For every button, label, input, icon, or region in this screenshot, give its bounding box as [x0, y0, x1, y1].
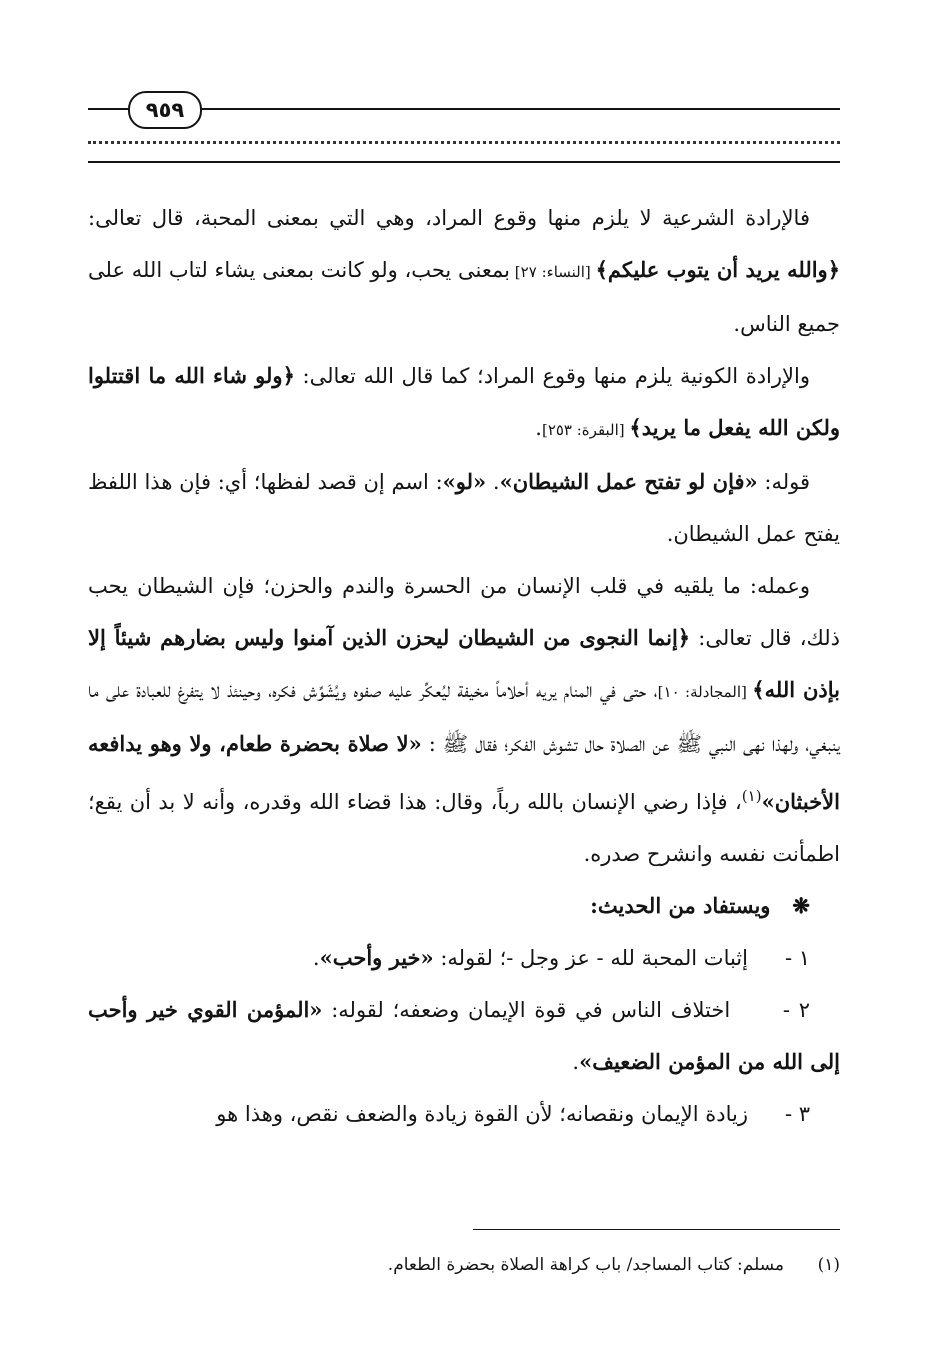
hadith-quote: «خير وأحب» [319, 945, 434, 970]
paragraph-text: وعمله: ما يلقيه في قلب الإنسان من الحسرة والندم والحزن؛ فإن الشيطان يحب ذلك، قال تعالى: [88, 574, 840, 650]
main-text [88, 192, 840, 1140]
paragraph-text: . [486, 470, 500, 494]
hadith-quote: «المؤمن القوي خير وأحب إلى الله من المؤمن الضعيف» [88, 997, 840, 1074]
hadith-quote: «لا صلاة بحضرة طعام، ولا وهو يدافعه الأخبثان» [88, 731, 840, 814]
header-dotted-rule [88, 141, 840, 144]
paragraph-text: قوله: [757, 470, 810, 494]
item-text [88, 932, 748, 984]
item-text [88, 1088, 748, 1140]
paragraph-legal-will [88, 192, 840, 350]
verse-reference: [المجادلة: ١٠] [657, 683, 753, 701]
footnote-marker: (١) [741, 787, 762, 805]
verse-reference: [البقرة: ٢٥٣] [541, 421, 630, 439]
verse-reference: [النساء: ٢٧] [509, 263, 596, 281]
item-plain-text: اختلاف الناس في قوة الإيمان وضعفه؛ لقوله: [322, 998, 731, 1022]
header-bottom-rule [88, 161, 840, 163]
quran-verse: ﴿إنما النجوى من الشيطان ليحزن الذين آمنوا وليس بضارهم شيئاً إلا بإذن الله﴾ [88, 625, 840, 702]
footnote [88, 1250, 840, 1280]
paragraph-text: : اسم إن قصد لفظها؛ أي: فإن هذا اللفظ يفتح عمل الشيطان. [88, 470, 840, 546]
item-number: ٣ - [784, 1102, 810, 1126]
footnote-number: (١) [817, 1255, 840, 1275]
page-number: ٩٥٩ [128, 91, 202, 129]
benefit-item [88, 1088, 840, 1140]
paragraph-text: بمعنى يحب، ولو كانت بمعنى يشاء لتاب الله على جميع الناس. [88, 258, 840, 336]
item-number: ١ - [784, 946, 810, 970]
item-plain-text: . [572, 1050, 580, 1074]
page-header [88, 84, 840, 174]
paragraph-satan-work [88, 560, 840, 880]
footnote-separator [473, 1229, 840, 1230]
heading-text: ويستفاد من الحديث: [590, 893, 771, 918]
item-plain-text: زيادة الإيمان ونقصانه؛ لأن القوة زيادة والضعف نقص، وهذا هو [216, 1102, 748, 1126]
benefit-item [88, 984, 840, 1088]
paragraph-text: . [535, 416, 542, 440]
paragraph-cosmic-will [88, 350, 840, 456]
paragraph-text: فالإرادة الشرعية لا يلزم منها وقوع المراد، وهي التي بمعنى المحبة، قال تعالى: [88, 206, 810, 230]
quran-verse: ﴿والله يريد أن يتوب عليكم﴾ [595, 257, 841, 282]
hadith-quote: «لو» [442, 469, 487, 494]
paragraph-his-saying [88, 456, 840, 560]
benefits-heading [88, 880, 840, 932]
paragraph-text: والإرادة الكونية يلزم منها وقوع المراد؛ كما قال الله تعالى: [294, 364, 810, 388]
paragraph-text: ، حتى في المنام يريه أحلاماً مخيفة ليُعكِّر عليه صفوه ويُشَوِّش فكره، وحينئذ لا يتفرغ للعبادة على ما ينبغي، ولهذا نهى النبي ﷺ عن الصلاة حال تشوش الفكر؛ فقال ﷺ : [88, 678, 840, 756]
paragraph-text: ، فإذا رضي الإنسان بالله رباً، وقال: هذا قضاء الله وقدره، وأنه لا بد أن يقع؛ اطمأنت نفسه وانشرح صدره. [88, 790, 840, 866]
footnote-text: مسلم: كتاب المساجد/ باب كراهة الصلاة بحضرة الطعام. [387, 1255, 784, 1275]
item-plain-text: إثبات المحبة لله - عز وجل -؛ لقوله: [433, 946, 748, 970]
benefit-item [88, 932, 840, 984]
hadith-quote: «فإن لو تفتح عمل الشيطان» [499, 469, 758, 494]
quran-verse: ﴿ولو شاء الله ما اقتتلوا ولكن الله يفعل ما يريد﴾ [88, 363, 840, 440]
item-number: ٢ - [782, 998, 811, 1022]
item-plain-text: . [312, 946, 320, 970]
asterisk-icon: ❋ [792, 893, 810, 918]
